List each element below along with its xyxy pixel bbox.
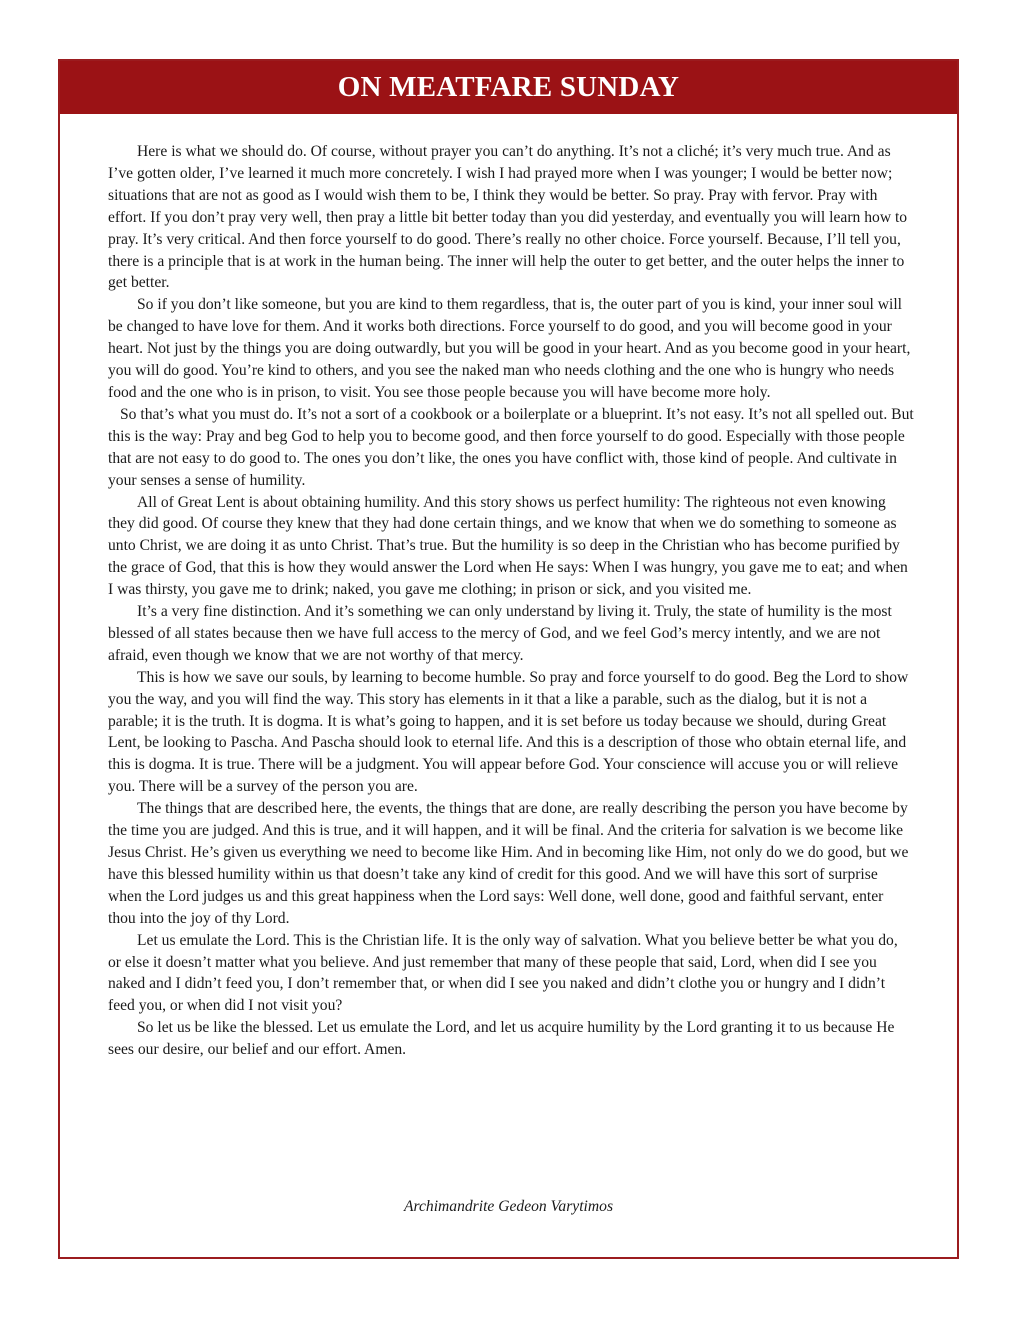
title-banner bbox=[60, 61, 957, 114]
article-body bbox=[108, 141, 914, 1061]
author-signature: Archimandrite Gedeon Varytimos bbox=[403, 1198, 614, 1215]
paragraph: It’s a very fine distinction. And it’s something we can only understand by living it. Truly, the state of humility is the most blessed of all states because then we have full access to the mercy of God, and we feel God’s mercy intently, and we are not afraid, even though we know that we are not worthy of that mercy. bbox=[108, 603, 892, 664]
paragraph: Let us emulate the Lord. This is the Christian life. It is the only way of salvation. What you believe better be what you do, or else it doesn’t matter what you believe. And just remember that many of these people that said, Lord, when did I see you naked and I didn’t feed you, I don’t remember that, or when did I see you naked and didn’t clothe you or hungry and I didn’t feed you, or when did I not visit you? bbox=[108, 931, 898, 1015]
article-frame bbox=[58, 59, 959, 1259]
paragraph: The things that are described here, the events, the things that are done, are really describing the person you have become by the time you are judged. And this is true, and it will happen, and it will be final. And the criteria for salvation is we become like Jesus Christ. He’s given us everything we need to become like Him. And in becoming like Him, not only do we do good, but we have this blessed humility within us that doesn’t take any kind of credit for this good. And we will have this sort of surprise when the Lord judges us and this great happiness when the Lord says: Well done, well done, good and faithful servant, enter thou into the joy of thy Lord. bbox=[108, 800, 909, 927]
paragraph: This is how we save our souls, by learning to become humble. So pray and force yourself to do good. Beg the Lord to show you the way, and you will find the way. This story has elements in it that a like a parable, such as the dialog, but it is not a parable; it is the truth. It is dogma. It is what’s going to happen, and it is set before us today because we should, during Great Lent, be looking to Pascha. And Pascha should look to eternal life. And this is a description of those who obtain eternal life, and this is dogma. It is true. There will be a judgment. You will appear before God. Your conscience will accuse you or will relieve you. There will be a survey of the person you are. bbox=[108, 668, 909, 796]
paragraph: So let us be like the blessed. Let us emulate the Lord, and let us acquire humility by the Lord granting it to us because He sees our desire, our belief and our effort. Amen. bbox=[108, 1019, 895, 1059]
paragraph: So that’s what you must do. It’s not a sort of a cookbook or a boilerplate or a blueprint. It’s not easy. It’s not all spelled out. But this is the way: Pray and beg God to help you to become good, and then force yourself to do good. Especially with those people that are not easy to do good to. The ones you don’t like, the ones you have conflict with, those kind of people. And cultivate in your senses a sense of humility. bbox=[108, 405, 914, 489]
paragraph: All of Great Lent is about obtaining humility. And this story shows us perfect humility: The righteous not even knowing they did good. Of course they knew that they had done certain things, and we know that when we do something to someone as unto Christ, we are doing it as unto Christ. That’s true. But the humility is so deep in the Christian who has become purified by the grace of God, that this is how they would answer the Lord when He says: When I was hungry, you gave me to eat; and when I was thirsty, you gave me to drink; naked, you gave me clothing; in prison or sick, and you visited me. bbox=[108, 493, 908, 599]
page-title: ON MEATFARE SUNDAY bbox=[337, 71, 680, 103]
paragraph: So if you don’t like someone, but you are kind to them regardless, that is, the outer part of you is kind, your inner soul will be changed to have love for them. And it works both directions. Force yourself to do good, and you will become good in your heart. Not just by the things you are doing outwardly, but you will be good in your heart. And as you become good in your heart, you will do good. You’re kind to others, and you see the naked man who needs clothing and the one who is hungry who needs food and the one who is in prison, to visit. You see those people because you will have become more holy. bbox=[108, 296, 911, 401]
paragraph: Here is what we should do. Of course, without prayer you can’t do anything. It’s not a cliché; it’s very much true. And as I’ve gotten older, I’ve learned it much more concretely. I wish I had prayed more when I was younger; I would be better now; situations that are not as good as I would wish them to be, I think they would be better. So pray. Pray with fervor. Pray with effort. If you don’t pray very well, then pray a little bit better today than you did yesterday, and eventually you will learn how to pray. It’s very critical. And then force yourself to do good. There’s really no other choice. Force yourself. Because, I’ll tell you, there is a principle that is at work in the human being. The inner will help the outer to get better, and the outer helps the inner to get better. bbox=[108, 143, 908, 292]
